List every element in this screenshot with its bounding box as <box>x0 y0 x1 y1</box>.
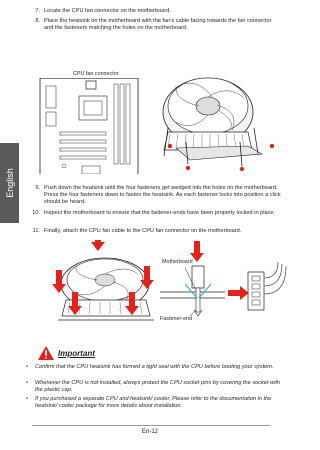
important-title: Important <box>58 349 95 358</box>
step-text: Place the heatsink on the motherboard with the fan’s cable facing towards the fan connector and the fasteners matching the holes on the motherboard. <box>44 18 272 31</box>
fastener-end-label: Fastener-end <box>160 316 193 322</box>
step-text: Finally, attach the CPU fan cable to the CPU fan connector on the motherboard. <box>44 228 242 234</box>
important-bullet <box>26 364 280 371</box>
figure-heatsink-press <box>0 240 300 340</box>
step-text: Inspect the motherboard to ensure that the fastener-ends have been properly locked in place. <box>44 210 276 216</box>
important-bullet-text: Whenever the CPU is not installed, always protect the CPU socket pins by covering the socket with the plastic cap. <box>35 380 280 393</box>
important-bullet <box>26 380 280 394</box>
step-number: 11. <box>32 228 40 234</box>
figure-heatsink-placement <box>0 62 300 174</box>
warning-icon <box>38 346 54 360</box>
page-number: En-12 <box>141 429 158 435</box>
bullet-dot-icon: • <box>26 380 28 386</box>
language-side-tab-label: English <box>4 168 15 198</box>
important-bullet-text: If you purchased a separate CPU and heatsink/ cooler, Please refer to the documentation in the heatsink/ cooler package for more details about installation. <box>35 396 272 409</box>
important-bullet-text: Confirm that the CPU heatsink has formed a tight seal with the CPU before booting your system. <box>35 364 274 370</box>
step-number: 9. <box>35 185 40 191</box>
step-text: Locate the CPU fan connector on the motherboard. <box>44 8 171 14</box>
footer-divider <box>32 425 270 426</box>
important-bullet <box>26 396 280 410</box>
step-number: 7. <box>35 8 40 14</box>
bullet-dot-icon: • <box>26 364 28 370</box>
fastener-detail-illustration <box>160 241 225 316</box>
motherboard-illustration <box>40 78 138 174</box>
bullet-dot-icon: • <box>26 396 28 402</box>
heatsink-illustration <box>163 78 274 171</box>
step-text: Push down the heatsink until the four fasteners get wedged into the holes on the motherboard. Press the four fasteners down to fasten the heatsink. As each fastener locks into position a click should be heard. <box>44 185 281 205</box>
step-number: 8. <box>35 18 40 24</box>
motherboard-label: Motherboard <box>162 259 193 265</box>
fan-connector-detail-illustration <box>228 262 286 310</box>
cpu-fan-connector-label: CPU fan connector <box>73 71 119 77</box>
step-number: 10. <box>32 210 40 216</box>
